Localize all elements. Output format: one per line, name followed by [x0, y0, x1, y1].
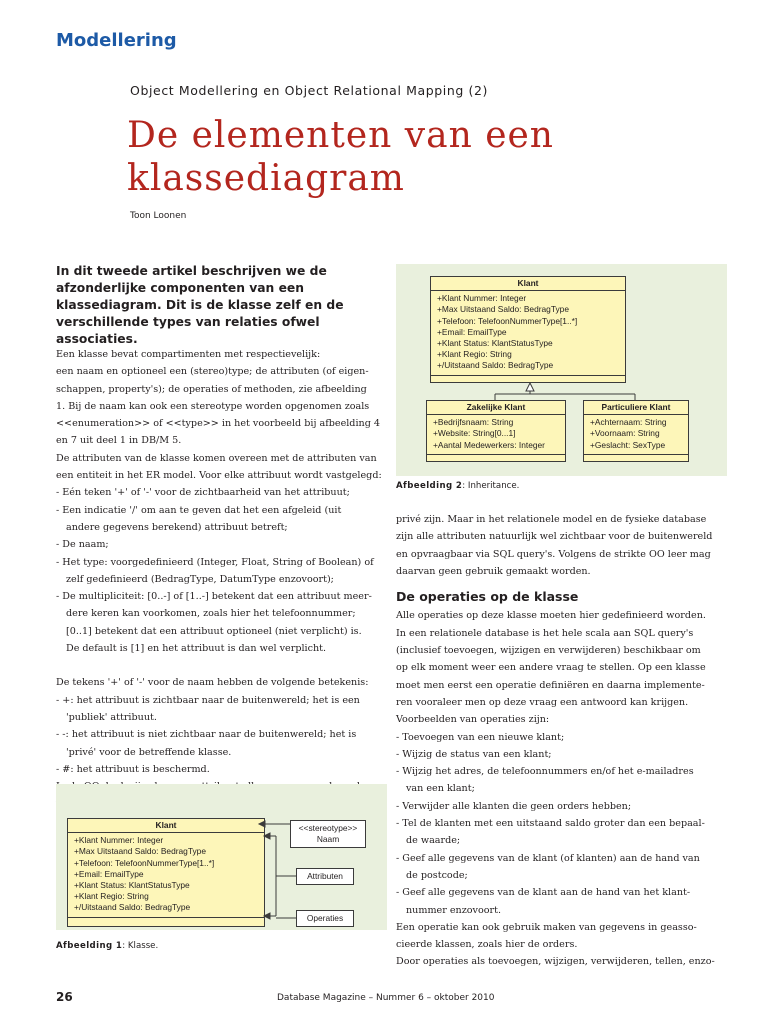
class-attribute: +Max Uitstaand Saldo: BedragType [437, 304, 569, 315]
left-column [56, 346, 386, 813]
body-line: De default is [1] en het attribuut is dan wel verplicht. [66, 643, 327, 655]
class-attribute: +Klant Status: KlantStatusType [437, 338, 553, 349]
body-line: zelf gedefinieerd (BedragType, DatumType enzovoort); [66, 573, 334, 585]
class-attribute: +/Uitstaand Saldo: BedragType [74, 902, 191, 913]
body-line: - Wijzig de status van een klant; [396, 748, 552, 760]
body-line: - Verwijder alle klanten die geen orders hebben; [396, 800, 632, 812]
series-title: Object Modellering en Object Relational Mapping (2) [130, 83, 489, 98]
body-line: - -: het attribuut is niet zichtbaar naar de buitenwereld; het is [56, 729, 357, 741]
body-line: 'privé' voor de betreffende klasse. [66, 746, 232, 758]
class-attribute: +Aantal Medewerkers: Integer [433, 439, 545, 450]
class-attribute: +Email: EmailType [437, 326, 507, 337]
class-name: Particuliere Klant [584, 401, 688, 415]
body-line: van een klant; [406, 783, 475, 795]
title-line-1: De elementen van een [127, 115, 554, 156]
body-line: <<enumeration>> of <<type>> in het voorbeeld bij afbeelding 4 [56, 418, 380, 430]
caption-label: Afbeelding 1 [56, 941, 123, 951]
class-attribute: +Klant Status: KlantStatusType [74, 880, 190, 891]
figure-1 [56, 784, 387, 930]
class-attribute: +/Uitstaand Saldo: BedragType [437, 360, 554, 371]
class-attribute: +Telefoon: TelefoonNummerType[1..*] [74, 857, 215, 868]
callout-arrows [56, 784, 387, 930]
body-line: - Toevoegen van een nieuwe klant; [396, 731, 565, 743]
body-line: - Een indicatie '/' om aan te geven dat het een afgeleid (uit [56, 504, 342, 516]
body-line: andere gegevens berekend) attribuut betreft; [66, 521, 288, 533]
caption-text: : Inheritance. [462, 481, 520, 491]
class-attribute: +Max Uitstaand Saldo: BedragType [74, 846, 206, 857]
body-line: - +: het attribuut is zichtbaar naar de buitenwereld; het is een [56, 694, 360, 706]
callout-operations: Operaties [296, 910, 354, 927]
body-line: en opvraagbaar via SQL query's. Volgens de strikte OO leer mag [396, 548, 711, 560]
caption-text: : Klasse. [122, 941, 159, 951]
body-line: cieerde klassen, zoals hier de orders. [396, 939, 578, 951]
body-line: Alle operaties op deze klasse moeten hier gedefinieerd worden. [396, 610, 706, 622]
class-attribute: +Klant Nummer: Integer [74, 835, 164, 846]
section-title: Modellering [56, 30, 177, 51]
body-line: daarvan geen gebruik gemaakt worden. [396, 565, 591, 577]
caption-label: Afbeelding 2 [396, 481, 463, 491]
figure-2 [396, 264, 727, 476]
class-attribute: +Klant Nummer: Integer [437, 293, 527, 304]
body-line: - De multipliciteit: [0..-] of [1..-] betekent dat een attribuut meer- [56, 591, 372, 603]
class-attribute: +Telefoon: TelefoonNummerType[1..*] [437, 315, 578, 326]
body-line: - Geef alle gegevens van de klant (of klanten) aan de hand van [396, 852, 700, 864]
article-title [127, 114, 727, 200]
body-line: - Eén teken '+' of '-' voor de zichtbaarheid van het attribuut; [56, 487, 350, 499]
subheading: De operaties op de klasse [396, 589, 579, 605]
body-line: een naam en optioneel een (stereo)type; de attributen (of eigen- [56, 366, 369, 378]
author: Toon Loonen [130, 211, 187, 221]
class-attribute: +Website: String[0...1] [433, 428, 516, 439]
figure-2-caption [396, 481, 519, 491]
page-number: 26 [56, 990, 73, 1004]
class-name: Zakelijke Klant [427, 401, 565, 415]
body-line: Een operatie kan ook gebruik maken van gegevens in geasso- [396, 921, 697, 933]
title-line-2: klassediagram [127, 158, 405, 199]
body-line: - Het type: voorgedefinieerd (Integer, Float, String of Boolean) of [56, 556, 374, 568]
figure-1-caption [56, 941, 158, 951]
class-attribute: +Klant Regio: String [437, 349, 512, 360]
class-attribute: +Klant Regio: String [74, 891, 149, 902]
body-line: schappen, property's); de operaties of methoden, zie afbeelding [56, 383, 367, 395]
body-line: - De naam; [56, 539, 109, 551]
callout-name: Naam [316, 834, 340, 844]
callout-attributes: Attributen [296, 868, 354, 885]
body-line: en 7 uit deel 1 in DB/M 5. [56, 435, 182, 447]
body-line: (inclusief toevoegen, wijzigen en verwijderen) beschikbaar om [396, 645, 701, 657]
body-line: - #: het attribuut is beschermd. [56, 763, 210, 775]
body-line: [0..1] betekent dat een attribuut optioneel (niet verplicht) is. [66, 625, 362, 637]
body-line: nummer enzovoort. [406, 904, 502, 916]
body-line: zijn alle attributen natuurlijk wel zichtbaar voor de buitenwereld [396, 531, 713, 543]
lead-paragraph: In dit tweede artikel beschrijven we de afzonderlijke componenten van een klassediagram. Dit is de klasse zelf en de verschillende types van relaties ofwel associaties. [56, 264, 344, 346]
body-line: op elk moment weer een andere vraag te stellen. Op een klasse [396, 662, 706, 674]
body-line: - Geef alle gegevens van de klant aan de hand van het klant- [396, 887, 691, 899]
class-attribute: +Geslacht: SexType [590, 439, 666, 450]
body-line: privé zijn. Maar in het relationele model en de fysieke database [396, 514, 707, 525]
body-line: De attributen van de klasse komen overeen met de attributen van [56, 452, 377, 464]
inheritance-connector [396, 264, 727, 476]
class-name: Klant [68, 819, 264, 833]
body-line: Voorbeelden van operaties zijn: [396, 714, 550, 726]
body-line: moet men eerst een operatie definiëren en daarna implemente- [396, 679, 705, 691]
body-line: Door operaties als toevoegen, wijzigen, verwijderen, tellen, enzo- [396, 956, 715, 968]
class-attribute: +Achternaam: String [590, 417, 667, 428]
body-line: De tekens '+' of '-' voor de naam hebben de volgende betekenis: [56, 677, 369, 689]
body-line: een entiteit in het ER model. Voor elke attribuut wordt vastgelegd: [56, 470, 382, 482]
body-line: 'publiek' attribuut. [66, 711, 157, 723]
body-line: - Wijzig het adres, de telefoonnummers en/of het e-mailadres [396, 766, 694, 778]
right-column [396, 511, 726, 971]
body-line: 1. Bij de naam kan ook een stereotype worden opgenomen zoals [56, 400, 370, 412]
class-attribute: +Email: EmailType [74, 868, 144, 879]
body-line: ren vooraleer men op deze vraag een antwoord kan krijgen. [396, 696, 689, 708]
body-line: de waarde; [406, 835, 461, 847]
class-attribute: +Voornaam: String [590, 428, 660, 439]
class-name: Klant [431, 277, 625, 291]
callout-stereotype: <<stereotype>> [298, 823, 358, 833]
body-line: de postcode; [406, 869, 468, 881]
body-line: In een relationele database is het hele scala aan SQL query's [396, 627, 694, 639]
class-attribute: +Bedrijfsnaam: String [433, 417, 514, 428]
body-line: dere keren kan voorkomen, zoals hier het telefoonnummer; [66, 608, 356, 620]
body-line: Een klasse bevat compartimenten met respectievelijk: [56, 349, 321, 360]
footer-magazine: Database Magazine – Nummer 6 – oktober 2010 [277, 993, 495, 1003]
body-line: - Tel de klanten met een uitstaand saldo groter dan een bepaal- [396, 818, 705, 830]
